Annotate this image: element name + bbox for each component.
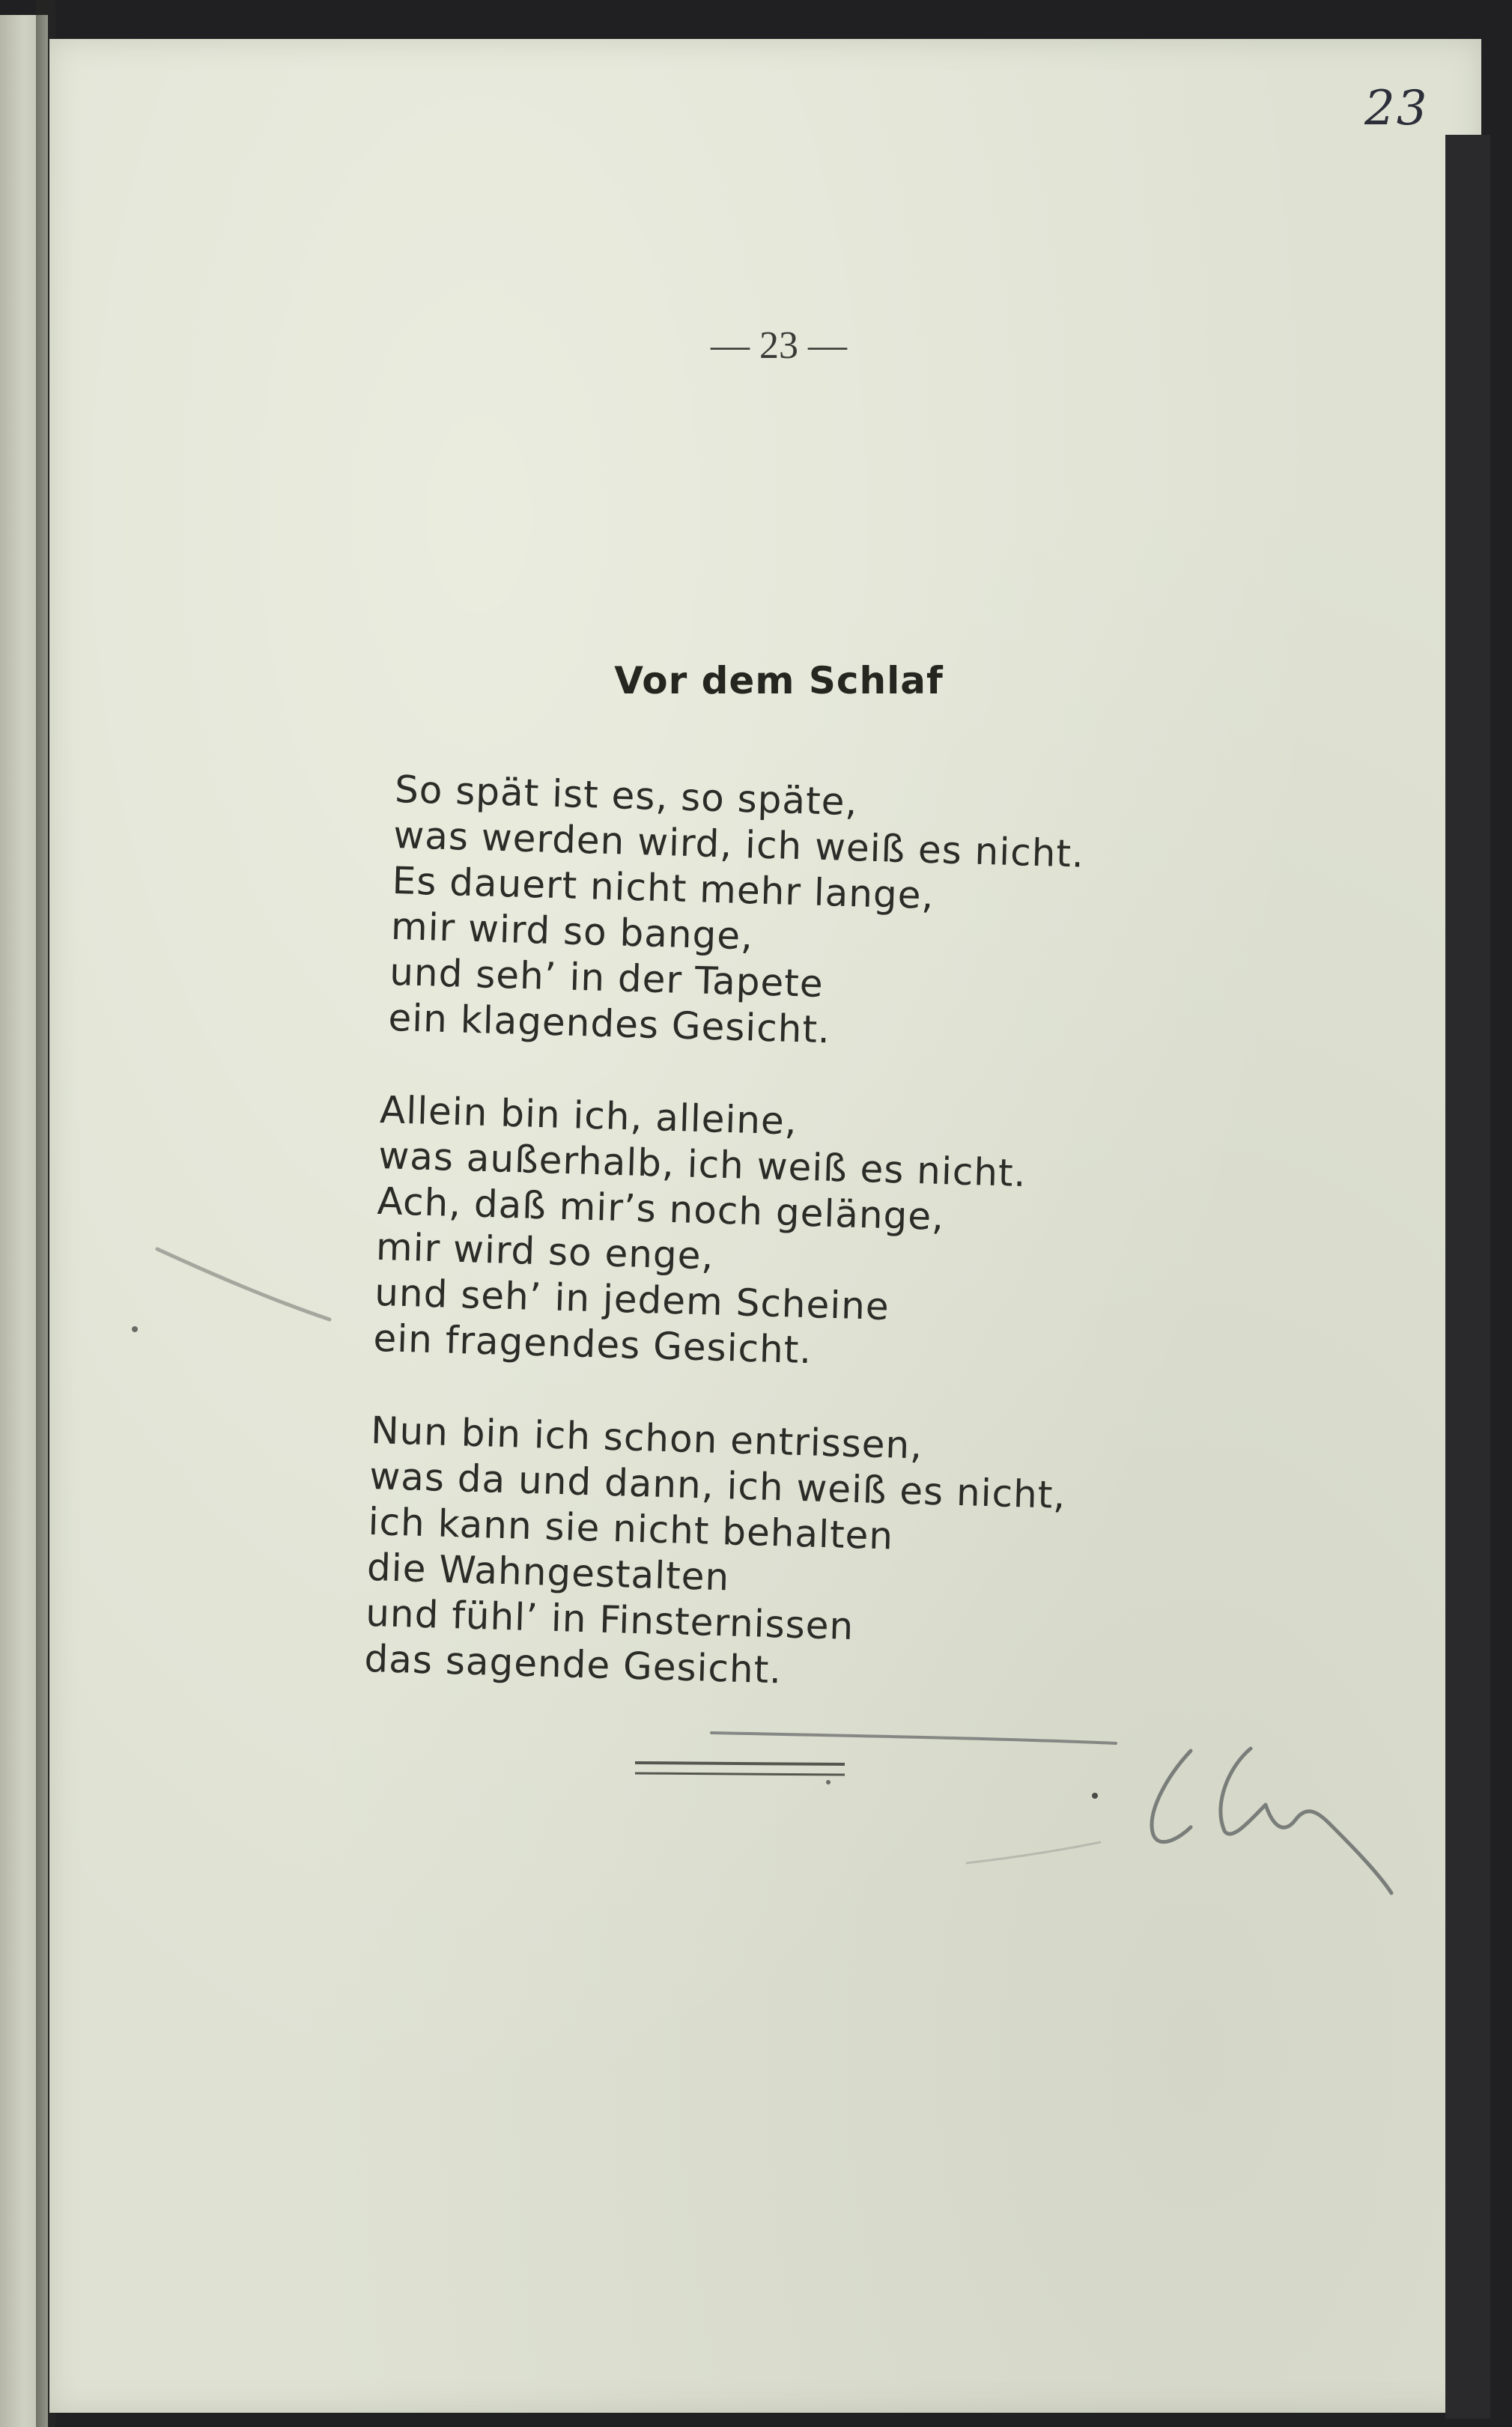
printed-page-number: — 23 —	[711, 324, 847, 367]
stanza-line: was außerhalb, ich weiß es nicht.	[377, 1133, 1027, 1196]
double-rule-lower	[635, 1773, 845, 1775]
stanza-line: ein klagendes Gesicht.	[387, 995, 831, 1052]
double-rule-upper	[635, 1763, 845, 1764]
stanza-line: Ach, daß mir’s noch gelänge,	[376, 1179, 945, 1239]
stanza-line: mir wird so bange,	[390, 904, 754, 959]
stanza-line: ich kann sie nicht behalten	[367, 1499, 894, 1558]
stanza-line: das sagende Gesicht.	[363, 1636, 783, 1692]
stanza-line: Allein bin ich, alleine,	[379, 1087, 798, 1143]
stanza-line: und seh’ in der Tapete	[389, 950, 825, 1006]
pencil-stroke-margin	[157, 1249, 330, 1319]
stanza-line: was da und dann, ich weiß es nicht,	[368, 1454, 1067, 1517]
stanza-line: und fühl’ in Finsternissen	[365, 1591, 854, 1649]
poem-title: Vor dem Schlaf	[614, 659, 944, 702]
stanza-line: was werden wird, ich weiß es nicht.	[392, 812, 1085, 876]
stanza-line: Nun bin ich schon entrissen,	[370, 1408, 923, 1468]
signature-mark	[1152, 1749, 1391, 1893]
pencil-line-long	[711, 1733, 1116, 1743]
stanza-line: ein fragendes Gesicht.	[372, 1316, 813, 1373]
stanza-line: So spät ist es, so späte,	[394, 767, 859, 824]
archive-page-number: 23	[1364, 81, 1429, 136]
stanza-line: mir wird so enge,	[375, 1224, 715, 1278]
speck	[826, 1780, 831, 1784]
stanza-line: die Wahngestalten	[366, 1545, 730, 1600]
speck	[132, 1326, 138, 1332]
pencil-line-faint	[966, 1842, 1101, 1863]
stanza-line: und seh’ in jedem Scheine	[374, 1270, 890, 1329]
stanza-line: Es dauert nicht mehr lange,	[391, 858, 935, 918]
speck	[1092, 1793, 1098, 1799]
